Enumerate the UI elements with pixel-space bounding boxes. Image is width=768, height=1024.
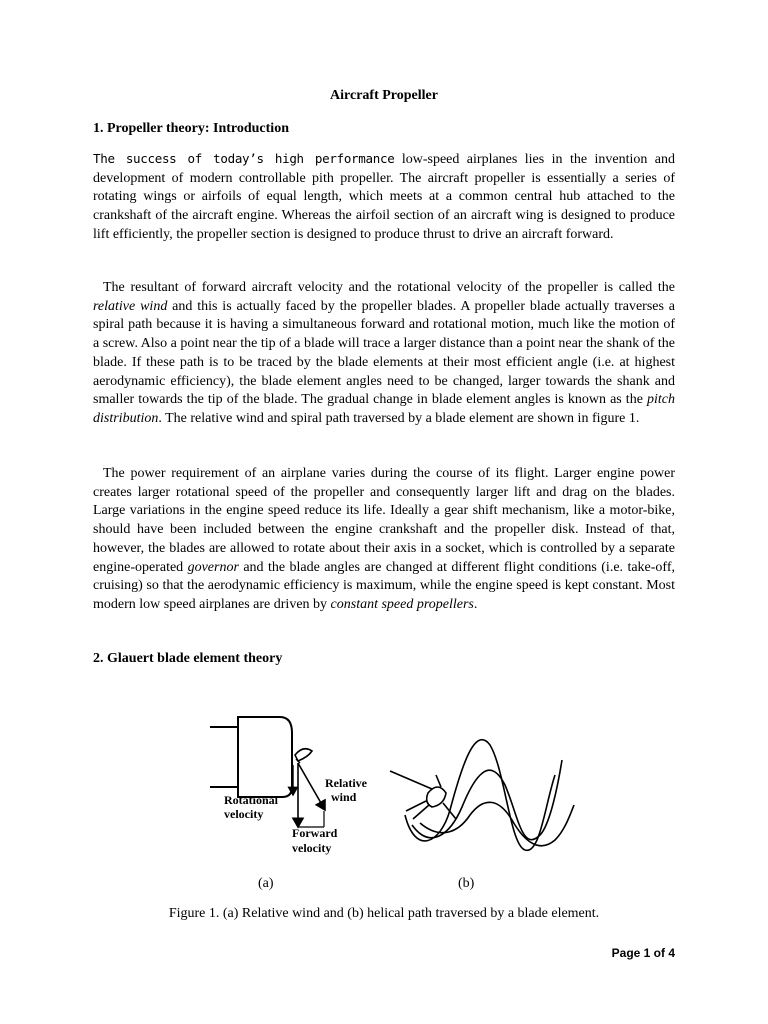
page-number: Page 1 of 4 <box>611 946 675 960</box>
paragraph-3 <box>93 465 675 615</box>
engine-body <box>210 717 292 797</box>
paragraph-2-text-b: and this is actually faced by the propeller blades. A propeller blade actually traverses a spiral path because it is having a simultaneous forward and rotational motion, much like the motion of a screw. Also a point near the tip of a blade will trace a larger distance than a point near the shank of the blade. If these path is to be traced by the blade elements at their most efficient angle (i.e. at highest aerodynamic efficiency), the blade element angles need to be changed, larger towards the shank and smaller towards the tip of the blade. The gradual change in blade element angles is known as the <box>93 298 676 408</box>
label-velocity-2: velocity <box>292 841 332 855</box>
section-1-heading: 1. Propeller theory: Introduction <box>93 121 289 136</box>
label-velocity-1: velocity <box>224 807 264 821</box>
subfigure-b-label: (b) <box>458 876 475 891</box>
term-pitch-distribution: pitch distribution <box>93 392 675 426</box>
paragraph-3-text-b: and the blade angles are changed at different flight conditions (i.e. take-off, cruising) so that the aerodynamic efficiency is maximum, while the engine speed is kept constant. Most modern low speed airplanes are driven by <box>93 559 675 612</box>
term-relative-wind: relative wind <box>93 298 168 314</box>
label-rotational: Rotational <box>224 793 278 807</box>
blade-element <box>295 749 312 763</box>
label-forward: Forward <box>292 826 338 840</box>
paragraph-3-text-c: . <box>473 596 478 612</box>
figure-caption: Figure 1. (a) Relative wind and (b) helical path traversed by a blade element. <box>168 906 600 921</box>
paragraph-2 <box>93 279 675 429</box>
section-2-heading: 2. Glauert blade element theory <box>93 651 283 666</box>
blade-element-b <box>390 771 456 819</box>
paragraph-1 <box>93 150 675 245</box>
paragraph-2-text-c: . The relative wind and spiral path traversed by a blade element are shown in figure 1. <box>158 410 640 426</box>
term-constant-speed-propellers: constant speed propellers <box>330 596 474 612</box>
paragraph-2-text-a: The resultant of forward aircraft velocity and the rotational velocity of the propeller is called the <box>103 280 675 295</box>
figure-1-diagram <box>200 715 580 865</box>
label-relative: Relative <box>325 776 367 790</box>
paragraph-1-text: low-speed airplanes lies in the invention and development of modern controllable pith propeller. The aircraft propeller is essentially a series of rotating wings or airfoils of equal length, which meets at a common central hub attached to the crankshaft of the aircraft engine. Whereas the airfoil section of an aircraft wing is designed to produce lift efficiently, the propeller section is designed to produce thrust to drive an aircraft forward. <box>93 152 675 242</box>
helical-path <box>405 740 574 851</box>
term-governor: governor <box>187 559 239 575</box>
paragraph-3-text-a: The power requirement of an airplane varies during the course of its flight. Larger engine power creates larger rotational speed of the propeller and consequently larger lift and drag on the blades. Large variations in the engine speed reduce its life. Ideally a gear shift mechanism, like a motor-bike, should have been included between the engine crankshaft and the propeller disk. Instead of that, however, the blades are allowed to rotate about their axis in a socket, which is controlled by a separate engine-operated <box>93 466 675 575</box>
document-title: Aircraft Propeller <box>330 88 438 103</box>
relative-wind-arrow <box>298 763 325 810</box>
paragraph-1-lead: The success of today’s high performance <box>93 151 395 166</box>
subfigure-a-label: (a) <box>258 876 274 891</box>
label-wind: wind <box>331 790 357 804</box>
